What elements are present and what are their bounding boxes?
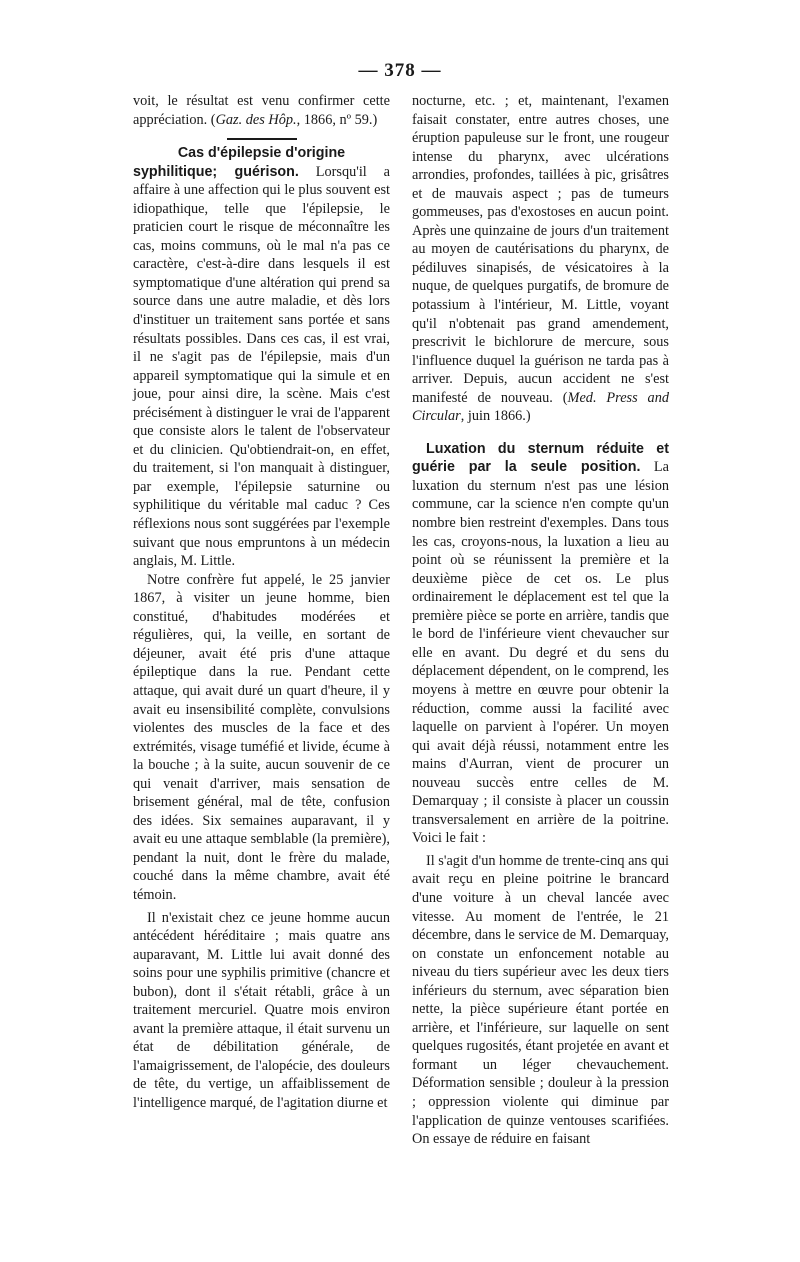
article-paragraph: Il n'existait chez ce jeune homme aucun antécédent héréditaire ; mais quatre ans auparavant, M. Little lui avait donné des soins pour une syphilis primitive (chancre et bubon), dont il s'était rétabli, grâce à un traitement mercuriel. Quatre mois environ avant la première attaque, il était survenu un état de débilitation générale, de l'amaigrissement, de l'alopécie, des douleurs de tête, du vertige, un affaiblissement de l'intelligence marqué, de l'agitation diurne et — [133, 909, 390, 1111]
article-title: Luxation du sternum réduite et guérie par la seule position. — [412, 440, 669, 476]
right-column — [412, 92, 669, 1149]
article-continuation — [412, 92, 669, 426]
intro-citation-tail: , 1866, nº 59.) — [296, 111, 378, 128]
intro-paragraph — [133, 92, 390, 129]
continuation-citation: Med. Press and Circular — [412, 389, 670, 425]
article-luxation — [412, 440, 669, 848]
page-number-header: — 378 — — [358, 60, 442, 81]
article-body: Lorsqu'il a affaire à une affection qui le plus souvent est idiopathique, telle que l'épilepsie, le praticien court le risque de méconnaître les cas, moins communs, où le mal n'a pas ce caractère, c'est-à-dire dans lesquels il est symptomatique d'une altération qui prend sa source dans une autre maladie, et dès lors d'instituer un traitement sans portée et sans résultats possibles. Dans ces cas, il est vrai, il ne s'agit pas de l'épilepsie, mais d'un appareil symptomatique qui la simule et en joue, pour ainsi dire, la scène. Mais c'est précisément à distinguer le vrai de l'apparent que consiste alors le talent de l'observateur et du clinicien. Qu'obtiendrait-on, en effet, du traitement, si l'on manquait à distinguer, par exemple, l'épilepsie saturnine ou syphilitique du véritable mal caduc ? Ces réflexions nous sont suggérées par l'exemple suivant que nous empruntons à un médecin anglais, M. Little. — [133, 163, 391, 570]
article-title-line1: Cas d'épilepsie d'origine — [177, 145, 346, 162]
article-paragraph: Il s'agit d'un homme de trente-cinq ans qui avait reçu en pleine poitrine le brancard d'une voiture à un cheval lancée avec vitesse. Au moment de l'entrée, le 21 décembre, dans le service de M. Demarquay, on constate un enfoncement notable au niveau du tiers supérieur avec les deux tiers inférieurs du sternum, avec séparation bien nette, la pièce supérieure étant portée en arrière, et l'inférieure, sur laquelle on sent quelques rugosités, étant projetée en avant et formant un léger chevauchement. Déformation sensible ; douleur à la pression ; oppression violente qui diminue par l'application de quinze ventouses scarifiées. On essaye de réduire en faisant — [412, 852, 669, 1148]
continuation-citation-tail: , juin 1866.) — [460, 408, 531, 425]
section-divider — [227, 138, 297, 140]
article-epilepsie — [133, 144, 390, 571]
article-title-line2: syphilitique; guérison. — [133, 163, 299, 180]
article-body: La luxation du sternum n'est pas une lésion commune, car la science n'en compte qu'un nombre bien restreint d'exemples. Dans tous les cas, croyons-nous, la luxation a lieu au point où se réunissent la première et la deuxième pièce de cet os. Le plus ordinairement le déplacement est tel que la première pièce se porte en arrière, tandis que le bord de l'inférieure vient chevaucher sur elle en avant. Du degré et du sens du déplacement dépendent, on le comprend, les moyens à mettre en œuvre pour obtenir la réduction, comme aussi la facilité avec laquelle on parvient à l'opérer. Un moyen qui avait déjà réussi, notamment entre les mains d'Aurran, vient de procurer un nouveau succès entre celles de M. Demarquay ; il consiste à placer un coussin transversalement en arrière de la poitrine. Voici le fait : — [412, 459, 669, 847]
intro-text: voit, le résultat est venu confirmer cette appréciation. ( — [133, 93, 390, 128]
continuation-text: nocturne, etc. ; et, maintenant, l'examen faisait constater, entre autres choses, une éruption papuleuse sur le front, une rougeur intense du pharynx, avec ulcérations arrondies, profondes, taillées à pic, grisâtres et de mauvais aspect ; pas de tumeurs gommeuses, pas d'exostoses en aucun point. Après une quinzaine de jours d'un traitement au moyen de cautérisations du pharynx, de pédiluves sinapisés, de vésicatoires à la nuque, de quelques purgatifs, de bromure de potassium à l'intérieur, M. Little, voyant qu'il n'obtenait pas grand amendement, prescrivit le bichlorure de mercure, sous l'influence duquel la guérison ne tarda pas à arriver. Depuis, aucun accident ne s'est manifesté de nouveau. ( — [412, 93, 669, 406]
article-paragraph: Notre confrère fut appelé, le 25 janvier 1867, à visiter un jeune homme, bien constitué, d'habitudes modérées et régulières, qui, la veille, en sortant de déjeuner, avait été pris d'une attaque épileptique dans la rue. Pendant cette attaque, qui avait duré un quart d'heure, il y avait eu insensibilité complète, convulsions violentes des muscles de la face et des extrémités, visage tuméfié et livide, écume à la bouche ; à la suite, aucun souvenir de ce qui venait d'arriver, mais sensation de brisement général, mal de tête, confusion des idées. Six semaines auparavant, il y avait eu une attaque semblable (la première), pendant la nuit, dont le frère du malade, couché dans la même chambre, avait été témoin. — [133, 571, 390, 903]
left-column — [133, 92, 390, 1113]
intro-citation: Gaz. des Hôp. — [215, 111, 297, 128]
